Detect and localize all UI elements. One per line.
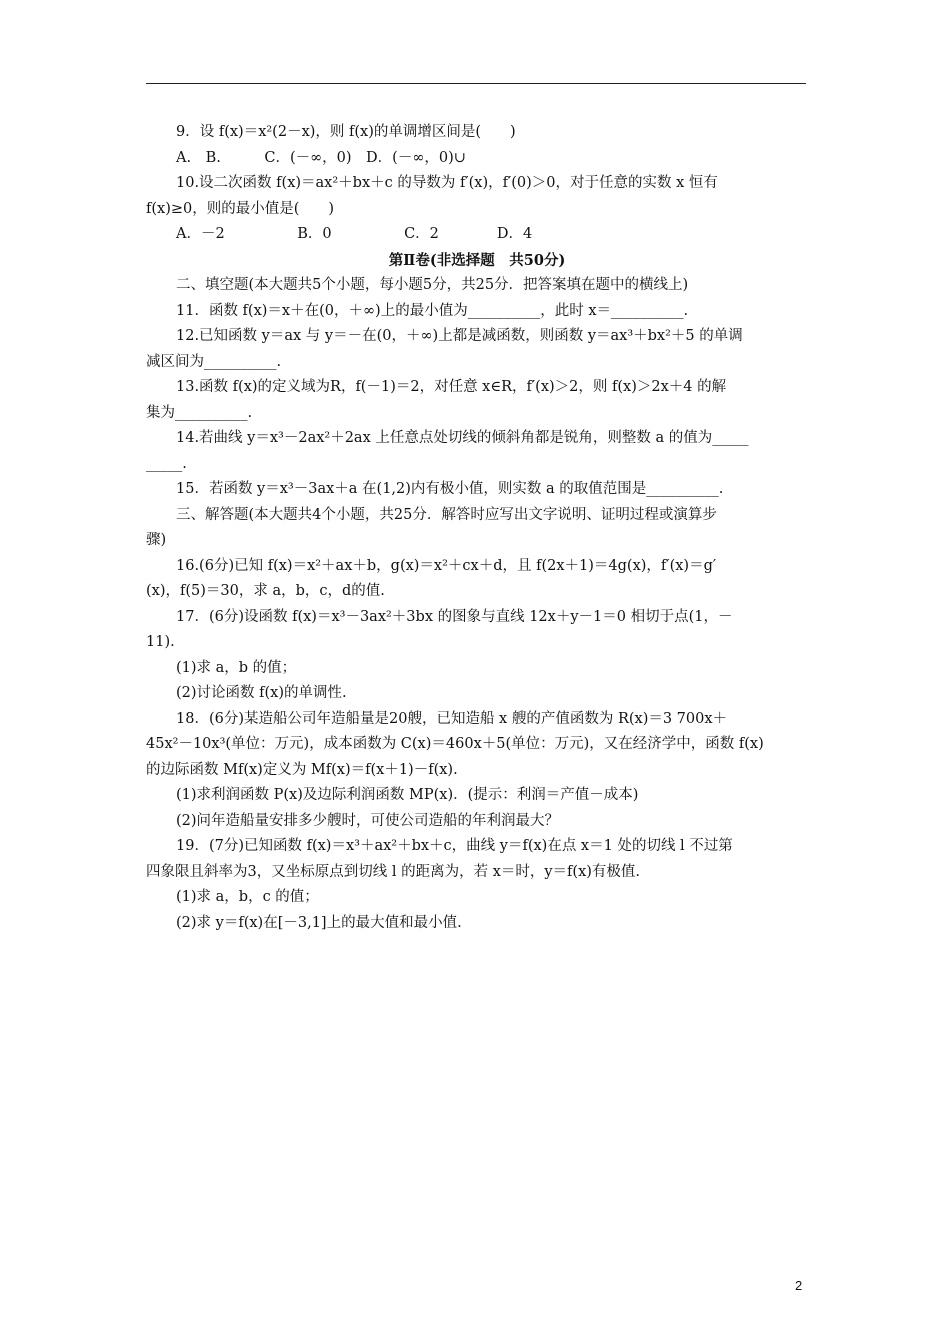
q18-cont-1: 45x²－10x³(单位：万元)，成本函数为 C(x)＝460x＋5(单位：万元)，又在经济学中，函数 f(x) [146,736,764,752]
q17: 17．(6分)设函数 f(x)＝x³－3ax²＋3bx 的图象与直线 12x＋y－1＝0 相切于点(1，－ [176,608,733,625]
q18-part2: (2)问年造船量安排多少艘时，可使公司造船的年利润最大？ [176,812,560,829]
q18-cont-2: 的边际函数 Mf(x)定义为 Mf(x)＝f(x＋1)－f(x). [146,761,458,778]
q17-part2: (2)讨论函数 f(x)的单调性. [176,685,347,701]
q10-stem: 10.设二次函数 f(x)＝ax²＋bx＋c 的导数为 f′(x)，f′(0)＞0，对于任意的实数 x 恒有 [176,175,718,191]
q10-stem-cont: f(x)≥0，则的最小值是( ) [146,200,335,217]
document-body [146,120,808,936]
q9-stem: 9．设 f(x)＝x²(2－x)，则 f(x)的单调增区间是( ) [176,124,516,140]
q19: 19．(7分)已知函数 f(x)＝x³＋ax²＋bx＋c，曲线 y＝f(x)在点 x＝1 处的切线 l 不过第 [176,838,733,854]
q13-cont: 集为__________. [146,404,253,421]
q15: 15．若函数 y＝x³－3ax＋a 在(1,2)内有极小值，则实数 a 的取值范围是__________. [176,481,724,497]
q9-options: A. B. C．(－∞，0) D．(－∞，0)∪ [176,149,466,166]
fill-in-heading: 二、填空题(本大题共5个小题，每小题5分，共25分．把答案填在题中的横线上) [176,277,689,293]
q19-part1: (1)求 a，b，c 的值； [176,889,319,905]
q19-part2: (2)求 y＝f(x)在[－3,1]上的最大值和最小值. [176,914,462,931]
answer-heading-cont: 骤) [146,532,167,548]
q16-cont: (x)，f(5)＝30，求 a，b，c，d的值. [146,583,385,599]
q12-cont: 减区间为__________. [146,353,282,370]
q14-cont: _____. [146,455,187,472]
q13: 13.函数 f(x)的定义域为R，f(－1)＝2，对任意 x∈R，f′(x)＞2，则 f(x)＞2x＋4 的解 [176,379,727,395]
q10-options: A．－2 B．0 C．2 D．4 [176,226,533,242]
header-rule [146,83,806,84]
page-number: 2 [795,1278,803,1293]
q14: 14.若曲线 y＝x³－2ax²＋2ax 上任意点处切线的倾斜角都是锐角，则整数 a 的值为_____ [176,430,749,446]
q18: 18．(6分)某造船公司年造船量是20艘，已知造船 x 艘的产值函数为 R(x)＝3 700x＋ [176,710,728,727]
q16: 16.(6分)已知 f(x)＝x²＋ax＋b，g(x)＝x²＋cx＋d，且 f(2x＋1)＝4g(x)，f′(x)＝g′ [176,557,717,574]
q12: 12.已知函数 y＝ax 与 y＝－在(0，＋∞)上都是减函数，则函数 y＝ax³＋bx²＋5 的单调 [176,328,743,344]
q11: 11．函数 f(x)＝x＋在(0，＋∞)上的最小值为__________，此时 x＝__________. [176,302,689,319]
q18-part1: (1)求利润函数 P(x)及边际利润函数 MP(x)．(提示：利润＝产值－成本) [176,787,639,803]
q17-part1: (1)求 a，b 的值； [176,659,297,676]
answer-heading: 三、解答题(本大题共4个小题，共25分．解答时应写出文字说明、证明过程或演算步 [176,506,717,523]
q19-cont: 四象限且斜率为3，又坐标原点到切线 l 的距离为，若 x＝时，y＝f(x)有极值. [146,863,641,880]
q17-cont: 11). [146,634,175,650]
section-title: 第Ⅱ卷(非选择题 共50分) [388,251,566,269]
